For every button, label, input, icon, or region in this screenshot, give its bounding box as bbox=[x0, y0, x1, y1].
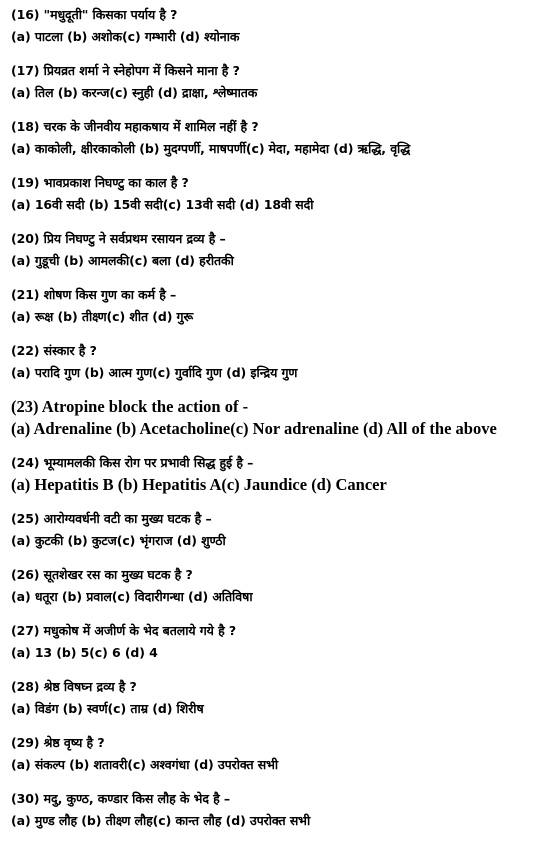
answer-options: (a) काकोली, क्षीरकाकोली (b) मुदग्पर्णी, माषपर्णी(c) मेदा, महामेदा (d) ऋद्धि, वृद्धि bbox=[11, 141, 411, 156]
question-text: (25) आरोग्यवर्धनी वटी का मुख्य घटक है – bbox=[11, 511, 212, 526]
question-text: (17) प्रियव्रत शर्मा ने स्नेहोपग में किसने माना है ? bbox=[11, 63, 240, 78]
question-text: (16) "मधुदूती" किसका पर्याय है ? bbox=[11, 7, 178, 22]
question-text: (26) सूतशेखर रस का मुख्य घटक है ? bbox=[11, 567, 193, 582]
answer-options: (a) तिल (b) करन्ज(c) स्नुही (d) द्राक्षा, श्लेष्मातक bbox=[11, 85, 258, 100]
answer-options: (a) 16वी सदी (b) 15वी सदी(c) 13वी सदी (d) 18वी सदी bbox=[11, 197, 314, 212]
question-item bbox=[11, 674, 541, 730]
question-text: (27) मधुकोष में अजीर्ण के भेद बतलाये गये है ? bbox=[11, 623, 237, 638]
question-item bbox=[11, 2, 541, 58]
question-item bbox=[11, 58, 541, 114]
question-item bbox=[11, 506, 541, 562]
answer-options: (a) संकल्प (b) शतावरी(c) अश्वगंधा (d) उपरोक्त सभी bbox=[11, 757, 279, 772]
question-item bbox=[11, 730, 541, 786]
question-item bbox=[11, 282, 541, 338]
question-item bbox=[11, 562, 541, 618]
question-text: (29) श्रेष्ठ वृष्य है ? bbox=[11, 735, 105, 750]
question-item bbox=[11, 450, 541, 506]
question-item bbox=[11, 226, 541, 282]
answer-options: (a) कुटकी (b) कुटज(c) भृंगराज (d) शुण्ठी bbox=[11, 533, 226, 548]
question-list bbox=[11, 2, 541, 842]
question-text: (24) भूम्यामलकी किस रोग पर प्रभावी सिद्ध हुई है – bbox=[11, 455, 254, 470]
answer-options: (a) Adrenaline (b) Acetacholine(c) Nor adrenaline (d) All of the above bbox=[11, 419, 497, 438]
question-item bbox=[11, 618, 541, 674]
answer-options: (a) विडंग (b) स्वर्ण(c) ताम्र (d) शिरीष bbox=[11, 701, 204, 716]
question-item bbox=[11, 114, 541, 170]
answer-options: (a) 13 (b) 5(c) 6 (d) 4 bbox=[11, 645, 158, 660]
answer-options: (a) गुडूची (b) आमलकी(c) बला (d) हरीतकी bbox=[11, 253, 234, 268]
question-item bbox=[11, 394, 541, 450]
question-text: (18) चरक के जीनवीय महाकषाय में शामिल नहीं है ? bbox=[11, 119, 259, 134]
answer-options: (a) परादि गुण (b) आत्म गुण(c) गुर्वादि गुण (d) इन्द्रिय गुण bbox=[11, 365, 298, 380]
question-item bbox=[11, 786, 541, 842]
answer-options: (a) रूक्ष (b) तीक्ष्ण(c) शीत (d) गुरू bbox=[11, 309, 194, 324]
question-item bbox=[11, 170, 541, 226]
answer-options: (a) मुण्ड लौह (b) तीक्ष्ण लौह(c) कान्त लौह (d) उपरोक्त सभी bbox=[11, 813, 311, 828]
answer-options: (a) Hepatitis B (b) Hepatitis A(c) Jaundice (d) Cancer bbox=[11, 475, 387, 494]
question-item bbox=[11, 338, 541, 394]
question-text: (20) प्रिय निघण्टु ने सर्वप्रथम रसायन द्रव्य है – bbox=[11, 231, 226, 246]
question-text: (22) संस्कार है ? bbox=[11, 343, 97, 358]
question-text: (28) श्रेष्ठ विषघ्न द्रव्य है ? bbox=[11, 679, 137, 694]
question-text: (30) मदु, कुण्ठ, कण्डार किस लौह के भेद है – bbox=[11, 791, 231, 806]
answer-options: (a) पाटला (b) अशोक(c) गम्भारी (d) श्योनाक bbox=[11, 29, 240, 44]
question-text: (21) शोषण किस गुण का कर्म है – bbox=[11, 287, 177, 302]
question-text: (19) भावप्रकाश निघण्टु का काल है ? bbox=[11, 175, 189, 190]
answer-options: (a) धतूरा (b) प्रवाल(c) विदारीगन्धा (d) अतिविषा bbox=[11, 589, 253, 604]
question-text: (23) Atropine block the action of - bbox=[11, 397, 249, 416]
